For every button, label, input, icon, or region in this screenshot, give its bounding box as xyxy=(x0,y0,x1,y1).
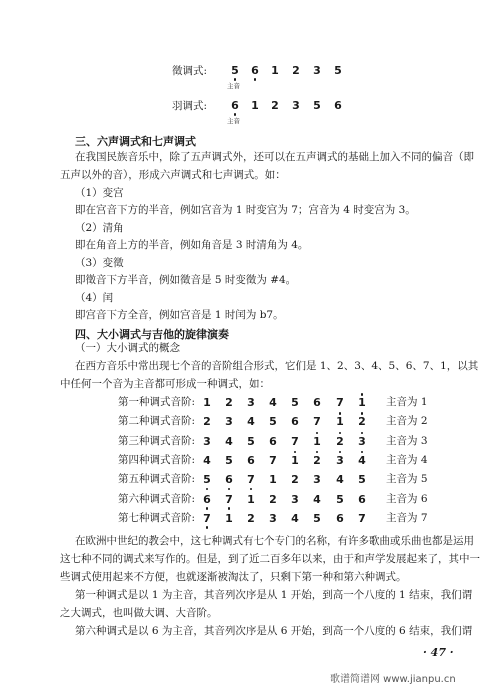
scale-note: 4 xyxy=(313,492,321,506)
scale-tonic: 主音为 5 xyxy=(386,473,428,486)
scale-note: 1 xyxy=(336,415,344,429)
section4-para1-line1: 在西方音乐中常出现七个音的音阶组合形式，它们是 1、2、3、4、5、6、7、1，以其 xyxy=(75,360,479,372)
scale-note: 7 xyxy=(203,511,211,525)
note: 2 xyxy=(271,99,279,112)
scale-note: 2 xyxy=(358,415,366,429)
note: 6 xyxy=(231,99,239,112)
scale-note: 7 xyxy=(313,415,321,429)
scale-note: 4 xyxy=(336,473,344,487)
scale-note: 2 xyxy=(269,492,277,506)
scale-note: 3 xyxy=(336,453,344,467)
section4-subheading: （一）大小调式的概念 xyxy=(75,342,180,354)
scale-note: 2 xyxy=(313,453,321,467)
closing-line5: 之大调式，也叫做大调、大音阶。 xyxy=(60,607,218,619)
scale-note: 2 xyxy=(203,415,211,429)
closing-line4: 第一种调式是以 1 为主音，其音列次序是从 1 开始，到高一个八度的 1 结束，我们谓 xyxy=(75,589,473,601)
scale-label: 第四种调式音阶: xyxy=(118,453,196,466)
scale-note: 1 xyxy=(203,396,211,409)
scale-note: 6 xyxy=(225,473,233,487)
scale-note: 5 xyxy=(247,434,255,448)
scale-note: 5 xyxy=(203,473,211,487)
scale-label: 第三种调式音阶: xyxy=(118,434,196,447)
tonic-marker: 主音 xyxy=(227,117,240,125)
scale-tonic: 主音为 7 xyxy=(386,511,428,524)
scale-label: 第二种调式音阶: xyxy=(118,415,196,428)
scale-tonic: 主音为 1 xyxy=(386,396,428,408)
scale-note: 4 xyxy=(269,396,277,409)
scale-note: 5 xyxy=(291,396,299,409)
scale-note: 4 xyxy=(358,453,366,467)
scale-note: 5 xyxy=(358,473,366,487)
scale-label: 第六种调式音阶: xyxy=(118,492,196,505)
scale-note: 6 xyxy=(269,434,277,448)
scale-note: 1 xyxy=(247,492,255,506)
scale-note: 1 xyxy=(269,473,277,487)
scale-note: 3 xyxy=(291,492,299,506)
scale-note: 3 xyxy=(225,415,233,429)
scale-label: 第一种调式音阶: xyxy=(118,396,196,408)
scale-note: 1 xyxy=(225,511,233,525)
closing-line3: 些调式使用起来不方便，也就逐渐被淘汰了，只剩下第一种和第六种调式。 xyxy=(60,571,407,583)
note: 6 xyxy=(251,64,259,77)
closing-line6: 第六种调式是以 6 为主音，其音列次序是从 6 开始，到高一个八度的 6 结束，我们谓 xyxy=(75,625,473,637)
note: 5 xyxy=(334,64,342,77)
scale-note: 4 xyxy=(203,453,211,467)
scale-note: 6 xyxy=(313,396,321,409)
scale-tonic: 主音为 6 xyxy=(386,492,428,505)
note: 1 xyxy=(271,64,279,77)
mode-label: 徵调式: xyxy=(172,65,208,77)
closing-line2: 这七种不同的调式来写作的。但是，到了近二百多年以来，由于和声学发展起来了，其中一 xyxy=(60,553,480,565)
scale-note: 1 xyxy=(291,453,299,467)
scale-label: 第五种调式音阶: xyxy=(118,473,196,486)
section3-para1-line2: 五声以外的音），形成六声调式和七声调式。如： xyxy=(60,169,286,181)
item3-title: （3）变徵 xyxy=(75,257,124,269)
note: 1 xyxy=(251,99,259,112)
item3-text: 即徵音下方半音，例如徵音是 5 时变徵为 #4。 xyxy=(75,274,297,286)
scale-note: 6 xyxy=(336,511,344,525)
scale-note: 3 xyxy=(203,434,211,448)
item1-title: （1）变宫 xyxy=(75,187,124,199)
item2-text: 即在角音上方的半音，例如角音是 3 时清角为 4。 xyxy=(75,239,309,251)
scale-tonic: 主音为 4 xyxy=(386,453,428,466)
scale-note: 5 xyxy=(225,453,233,467)
section3-heading: 三、六声调式和七声调式 xyxy=(75,135,196,148)
item4-text: 即宫音下方全音，例如宫音是 1 时闰为 b7。 xyxy=(75,309,284,321)
note: 5 xyxy=(231,64,239,77)
scale-note: 3 xyxy=(269,511,277,525)
scale-note: 7 xyxy=(358,511,366,525)
scale-note: 6 xyxy=(247,453,255,467)
item1-text: 即在宫音下方的半音，例如宫音为 1 时变宫为 7；宫音为 4 时变宫为 3。 xyxy=(75,204,416,216)
scale-note: 1 xyxy=(358,396,366,409)
scale-note: 1 xyxy=(313,434,321,448)
watermark: 歌谱简谱网 www.jianpu.cn xyxy=(330,674,456,685)
scale-tonic: 主音为 2 xyxy=(386,415,428,428)
scale-note: 3 xyxy=(358,434,366,448)
scale-label: 第七种调式音阶: xyxy=(118,511,196,524)
item2-title: （2）清角 xyxy=(75,222,124,234)
section4-para1-line2: 中任何一个音为主音都可形成一种调式，如： xyxy=(60,378,270,390)
scale-note: 2 xyxy=(336,434,344,448)
closing-line1: 在欧洲中世纪的教会中，这七种调式有七个专门的名称，有许多歌曲或乐曲也都是运用 xyxy=(75,535,474,547)
scale-note: 2 xyxy=(247,511,255,525)
scale-note: 2 xyxy=(225,396,233,409)
scale-note: 6 xyxy=(358,492,366,506)
scale-note: 3 xyxy=(247,396,255,409)
scale-note: 3 xyxy=(313,473,321,487)
note: 6 xyxy=(334,99,342,112)
scale-note: 5 xyxy=(313,511,321,525)
section4-heading: 四、大小调式与吉他的旋律演奏 xyxy=(75,328,229,341)
scale-note: 5 xyxy=(269,415,277,429)
scale-note: 2 xyxy=(291,473,299,487)
note: 2 xyxy=(292,64,300,77)
scale-note: 7 xyxy=(336,396,344,409)
tonic-marker: 主音 xyxy=(227,82,240,90)
scale-note: 7 xyxy=(291,434,299,448)
scale-note: 5 xyxy=(336,492,344,506)
note: 3 xyxy=(292,99,300,112)
scale-note: 4 xyxy=(247,415,255,429)
section3-para1-line1: 在我国民族音乐中，除了五声调式外，还可以在五声调式的基础上加入不同的偏音（即 xyxy=(75,151,474,163)
note: 3 xyxy=(313,64,321,77)
scale-note: 7 xyxy=(269,453,277,467)
item4-title: （4）闰 xyxy=(75,292,114,304)
scale-note: 6 xyxy=(203,492,211,506)
note: 5 xyxy=(313,99,321,112)
scale-note: 6 xyxy=(291,415,299,429)
scale-note: 4 xyxy=(225,434,233,448)
scale-note: 7 xyxy=(225,492,233,506)
scale-tonic: 主音为 3 xyxy=(386,434,428,447)
page-number: · 47 · xyxy=(423,646,454,659)
scale-note: 7 xyxy=(247,473,255,487)
mode-label: 羽调式: xyxy=(172,100,208,112)
scale-note: 4 xyxy=(291,511,299,525)
